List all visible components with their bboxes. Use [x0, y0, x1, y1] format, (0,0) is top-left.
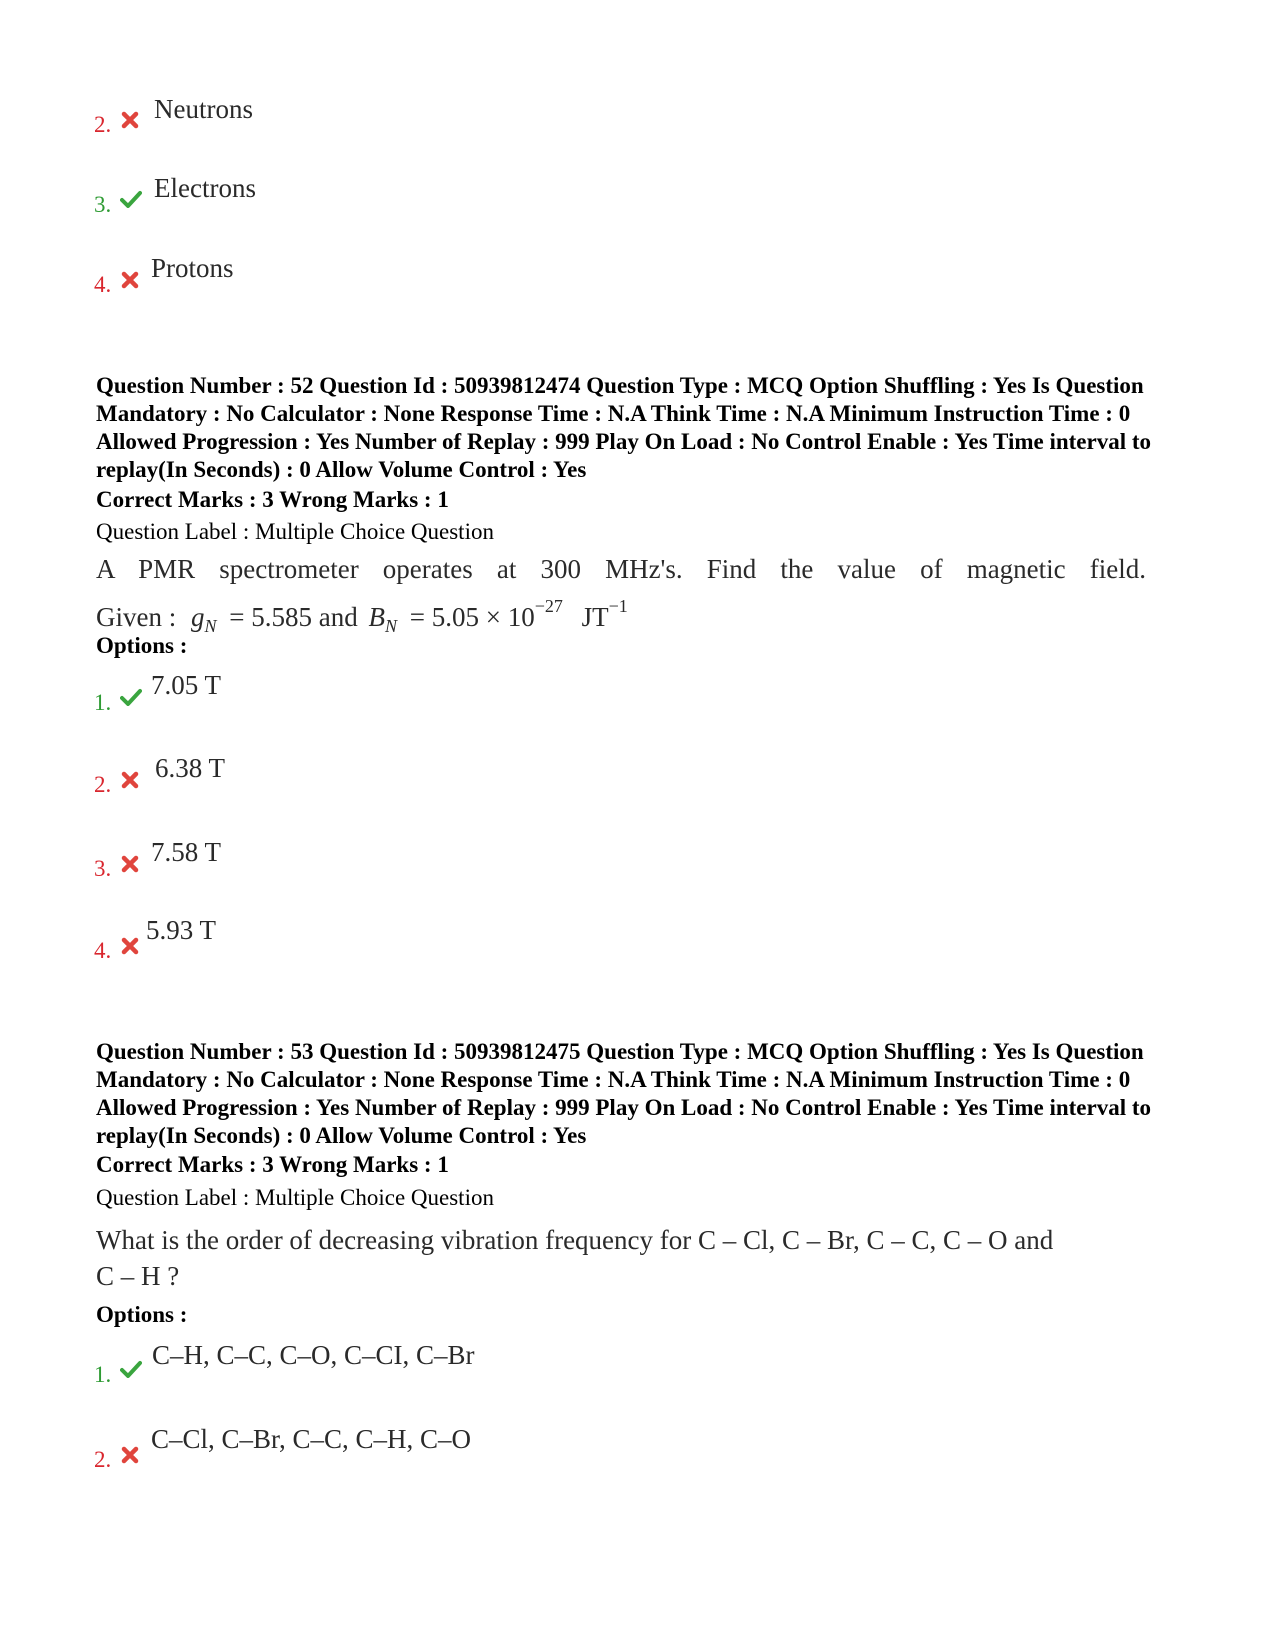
correct-check-icon — [120, 190, 142, 208]
question-text-line2: C – H ? — [96, 1261, 180, 1291]
wrong-cross-icon — [121, 771, 139, 789]
option-number: 1. — [94, 690, 112, 715]
options-heading: Options : — [96, 1302, 188, 1327]
option-text: 6.38 T — [155, 753, 226, 783]
correct-check-icon — [120, 688, 142, 706]
option-number: 2. — [94, 112, 112, 137]
g-value: = 5.585 and — [229, 602, 358, 632]
wrong-cross-icon — [121, 111, 139, 129]
question-label: Question Label : Multiple Choice Question — [96, 1185, 494, 1210]
option-number: 2. — [94, 1447, 112, 1472]
unit: JT — [581, 602, 609, 632]
option-number: 3. — [94, 856, 112, 881]
b-subscript: N — [384, 616, 397, 636]
question-marks: Correct Marks : 3 Wrong Marks : 1 — [96, 487, 449, 512]
wrong-cross-icon — [121, 937, 139, 955]
question-meta: Question Number : 52 Question Id : 50939812474 Question Type : MCQ Option Shuffling : Yes Is Question Mandatory : No Calculator : None Response Time : N.A Think Time : N.A Minimum Instruction Time : 0 Allowed Progression : Yes Number of Replay : 999 Play On Load : No Control Enable : Yes Time interval to replay(In Seconds) : 0 Allow Volume Control : Yes — [96, 373, 1152, 482]
b-value: = 5.05 × 10 — [409, 602, 535, 632]
question-meta: Question Number : 53 Question Id : 50939812475 Question Type : MCQ Option Shuffling : Yes Is Question Mandatory : No Calculator : None Response Time : N.A Think Time : N.A Minimum Instruction Time : 0 Allowed Progression : Yes Number of Replay : 999 Play On Load : No Control Enable : Yes Time interval to replay(In Seconds) : 0 Allow Volume Control : Yes — [96, 1039, 1152, 1148]
option-text: 7.05 T — [151, 670, 222, 700]
question-text-line1: What is the order of decreasing vibration frequency for C – Cl, C – Br, C – C, C – O and — [96, 1225, 1054, 1255]
given-prefix: Given : — [96, 602, 177, 632]
g-symbol: g — [191, 602, 205, 632]
option-number: 4. — [94, 272, 112, 297]
option-text: Electrons — [154, 173, 256, 203]
question-label: Question Label : Multiple Choice Question — [96, 519, 494, 544]
b-exponent: −27 — [534, 596, 563, 616]
option-number: 2. — [94, 772, 112, 797]
option-text: 7.58 T — [151, 837, 222, 867]
question-marks: Correct Marks : 3 Wrong Marks : 1 — [96, 1152, 449, 1177]
option-text: Protons — [151, 253, 234, 283]
question-text-line1: A PMR spectrometer operates at 300 MHz's. Find the value of magnetic field. — [96, 554, 1146, 584]
options-heading: Options : — [96, 633, 188, 658]
option-number: 4. — [94, 938, 112, 963]
option-text: C–H, C–C, C–O, C–CI, C–Br — [152, 1340, 475, 1370]
unit-exponent: −1 — [608, 596, 628, 616]
option-text: 5.93 T — [146, 915, 217, 945]
option-number: 3. — [94, 192, 112, 217]
wrong-cross-icon — [121, 855, 139, 873]
g-subscript: N — [204, 616, 217, 636]
wrong-cross-icon — [121, 271, 139, 289]
option-number: 1. — [94, 1362, 112, 1387]
option-text: Neutrons — [154, 94, 253, 124]
option-text: C–Cl, C–Br, C–C, C–H, C–O — [151, 1424, 471, 1454]
b-symbol: B — [368, 602, 385, 632]
wrong-cross-icon — [121, 1446, 139, 1464]
correct-check-icon — [120, 1360, 142, 1378]
